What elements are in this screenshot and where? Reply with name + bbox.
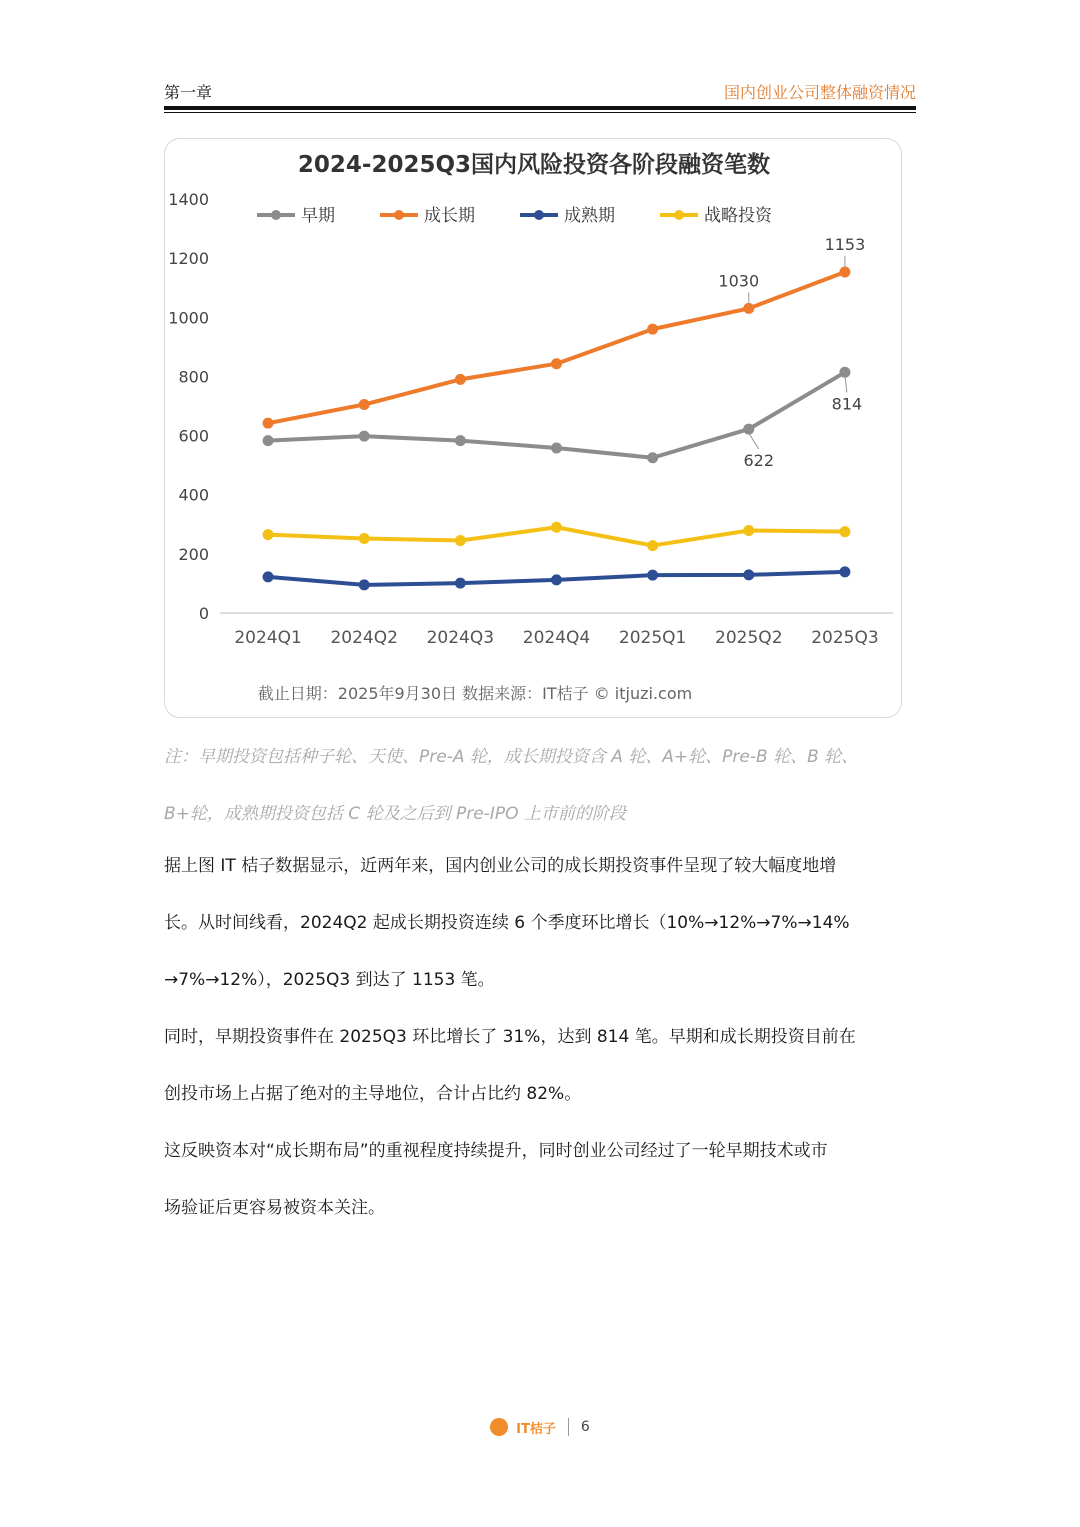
chart-source: 截止日期：2025年9月30日 数据来源：IT桔子 © itjuzi.com xyxy=(257,684,693,703)
paragraph-3-line-1: 这反映资本对“成长期布局”的重视程度持续提升，同时创业公司经过了一轮早期技术或市 xyxy=(164,1141,828,1161)
data-point xyxy=(648,324,658,334)
data-point xyxy=(263,572,273,582)
data-label: 814 xyxy=(831,394,863,414)
legend-marker xyxy=(394,210,404,220)
legend-label: 成熟期 xyxy=(564,206,615,226)
page-footer xyxy=(0,1414,1080,1440)
data-point xyxy=(648,541,658,551)
data-point xyxy=(455,436,465,446)
data-label: 1030 xyxy=(718,271,760,291)
line-chart xyxy=(165,139,903,719)
data-point xyxy=(744,424,754,434)
paragraph-1-line-3: →7%→12%），2025Q3 到达了 1153 笔。 xyxy=(164,970,495,990)
paragraph-1-line-1: 据上图 IT 桔子数据显示，近两年来，国内创业公司的成长期投资事件呈现了较大幅度地增 xyxy=(164,856,837,876)
legend-label: 成长期 xyxy=(424,206,475,226)
y-tick-label: 600 xyxy=(178,426,209,446)
data-point xyxy=(552,443,562,453)
footer-divider xyxy=(568,1418,569,1436)
paragraph-3-line-2: 场验证后更容易被资本关注。 xyxy=(164,1198,385,1218)
x-tick-label: 2025Q1 xyxy=(618,628,687,648)
data-point xyxy=(840,267,850,277)
legend-label: 战略投资 xyxy=(704,206,772,226)
data-point xyxy=(263,530,273,540)
data-label: 1153 xyxy=(824,235,866,255)
data-point xyxy=(455,578,465,588)
data-point xyxy=(744,570,754,580)
legend-label: 早期 xyxy=(301,206,335,226)
y-tick-label: 800 xyxy=(178,367,209,387)
x-tick-label: 2024Q2 xyxy=(330,628,398,648)
paragraph-1-line-2: 长。从时间线看，2024Q2 起成长期投资连续 6 个季度环比增长（10%→12%→7%→14% xyxy=(164,913,850,933)
data-point xyxy=(648,570,658,580)
chart-title: 2024-2025Q3国内风险投资各阶段融资笔数 xyxy=(297,152,771,178)
series-line-1 xyxy=(268,272,845,423)
y-tick-label: 200 xyxy=(178,544,209,564)
x-tick-label: 2024Q4 xyxy=(522,628,591,648)
page-number: 6 xyxy=(580,1419,590,1435)
y-tick-label: 1000 xyxy=(168,308,209,328)
chart-note-line1: 注：早期投资包括种子轮、天使、Pre-A 轮，成长期投资含 A 轮、A+轮、Pre-B 轮、B 轮、 xyxy=(164,747,859,767)
x-tick-label: 2024Q1 xyxy=(234,628,302,648)
legend-marker xyxy=(674,210,684,220)
data-point xyxy=(744,525,754,535)
y-tick-label: 0 xyxy=(198,604,209,623)
header-rule-thin xyxy=(164,112,916,113)
header-rule xyxy=(164,106,916,110)
y-tick-label: 1400 xyxy=(168,190,209,209)
legend-marker xyxy=(271,210,281,220)
data-point xyxy=(359,400,369,410)
paragraph-2-line-1: 同时，早期投资事件在 2025Q3 环比增长了 31%，达到 814 笔。早期和成长期投资目前在 xyxy=(164,1027,856,1047)
data-point xyxy=(840,367,850,377)
data-point xyxy=(552,522,562,532)
data-label-leader xyxy=(749,433,759,449)
data-point xyxy=(552,359,562,369)
data-point xyxy=(359,533,369,543)
legend-marker xyxy=(534,210,544,220)
x-tick-label: 2025Q3 xyxy=(811,628,879,648)
data-point xyxy=(359,580,369,590)
data-point xyxy=(744,303,754,313)
chart-note-line2: B+轮，成熟期投资包括 C 轮及之后到 Pre-IPO 上市前的阶段 xyxy=(164,804,626,824)
section-title: 国内创业公司整体融资情况 xyxy=(723,83,916,102)
data-point xyxy=(263,418,273,428)
data-point xyxy=(359,431,369,441)
paragraph-2-line-2: 创投市场上占据了绝对的主导地位，合计占比约 82%。 xyxy=(164,1084,582,1104)
x-tick-label: 2024Q3 xyxy=(426,628,495,648)
chart-card xyxy=(164,138,902,718)
data-label-leader xyxy=(845,376,847,392)
data-point xyxy=(840,527,850,537)
data-point xyxy=(263,436,273,446)
footer-logo-text: IT桔子 xyxy=(516,1421,556,1437)
data-label: 622 xyxy=(743,451,775,471)
y-tick-label: 400 xyxy=(178,485,209,505)
x-tick-label: 2025Q2 xyxy=(715,628,783,648)
itjuzi-logo-icon xyxy=(490,1418,508,1436)
data-point xyxy=(840,567,850,577)
data-point xyxy=(455,536,465,546)
data-point xyxy=(648,453,658,463)
data-point xyxy=(552,575,562,585)
chapter-label: 第一章 xyxy=(164,83,213,102)
data-point xyxy=(455,374,465,384)
y-tick-label: 1200 xyxy=(168,249,209,269)
